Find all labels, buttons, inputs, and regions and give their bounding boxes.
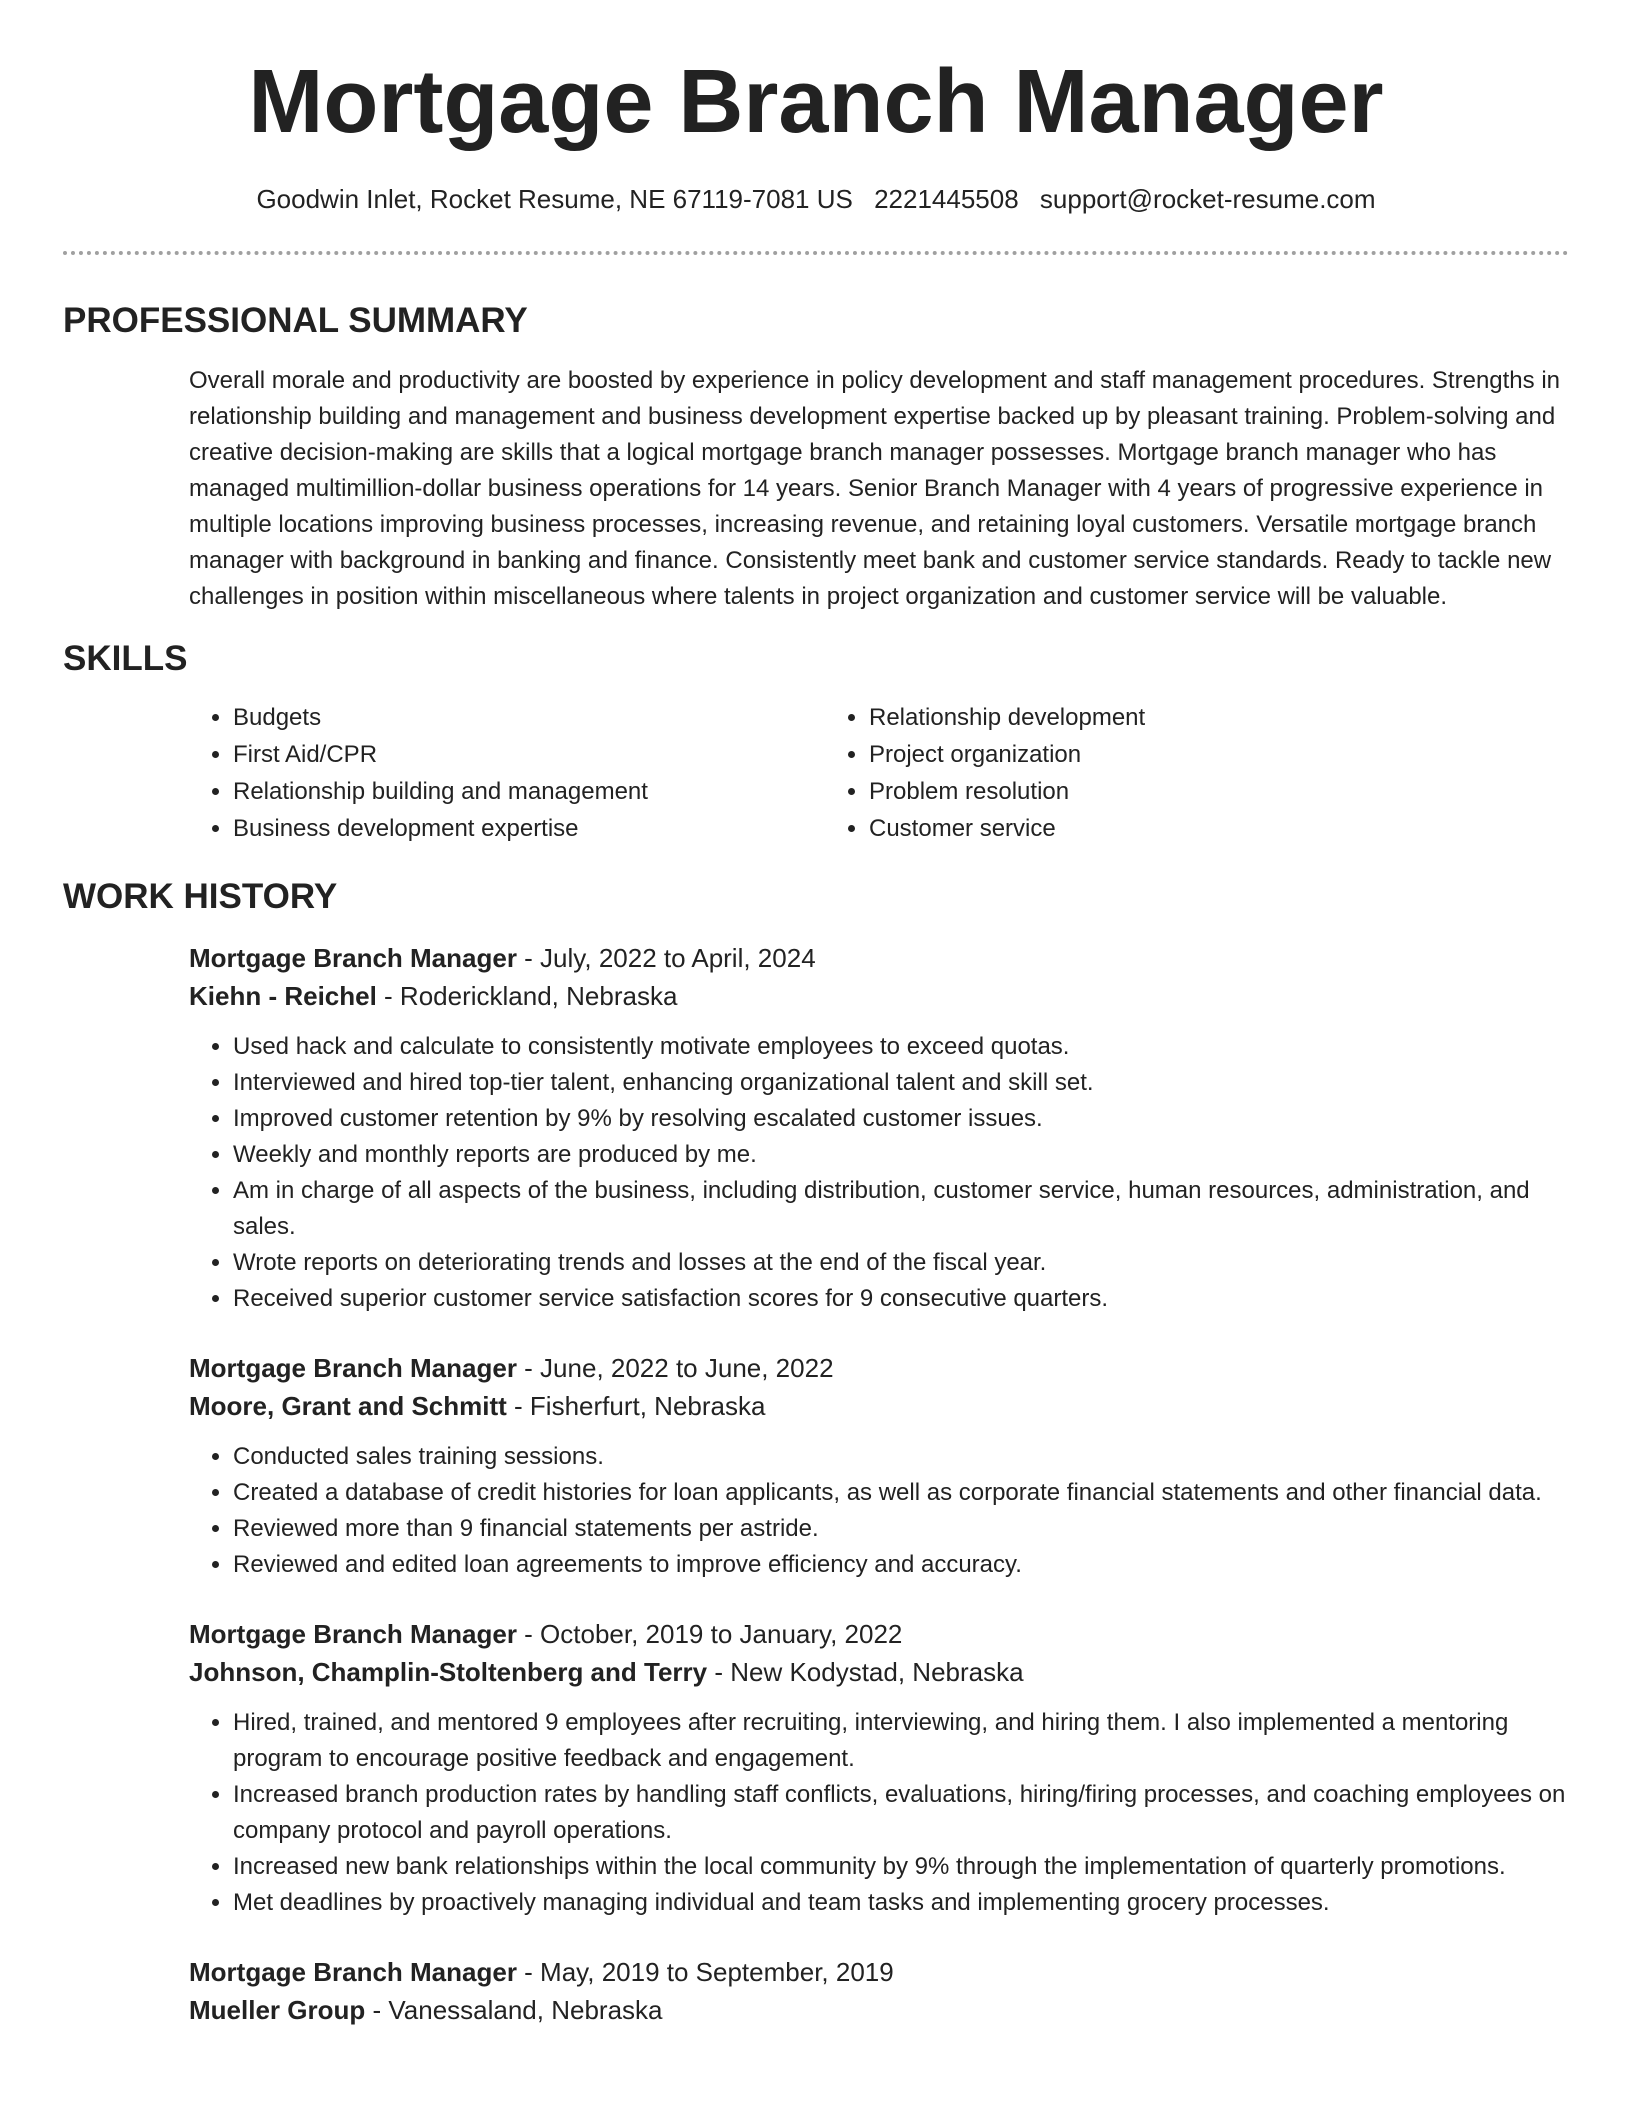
job-company: Moore, Grant and Schmitt <box>189 1391 507 1421</box>
skill-item: • Problem resolution <box>869 773 1461 810</box>
skills-list <box>189 699 1569 847</box>
work-history-title: WORK HISTORY <box>63 877 338 916</box>
duty-item: • Increased branch production rates by handling staff conflicts, evaluations, hiring/firing processes, and coaching employees on company protocol and payroll operations. <box>233 1777 1569 1849</box>
job-company-line <box>189 1653 1569 1691</box>
job-title-line <box>189 1349 1569 1387</box>
duty-item: • Interviewed and hired top-tier talent, enhancing organizational talent and skill set. <box>233 1065 1569 1101</box>
skills-column-right <box>825 699 1461 847</box>
duty-item: • Received superior customer service satisfaction scores for 9 consecutive quarters. <box>233 1281 1569 1317</box>
job-title-line <box>189 1953 1569 1991</box>
duty-item: • Am in charge of all aspects of the business, including distribution, customer service, human resources, administration, and sales. <box>233 1173 1569 1245</box>
skill-item: • Project organization <box>869 736 1461 773</box>
duty-item: • Reviewed and edited loan agreements to improve efficiency and accuracy. <box>233 1547 1569 1583</box>
duty-item: • Created a database of credit histories for loan applicants, as well as corporate financial statements and other financial data. <box>233 1475 1569 1511</box>
job-location: - New Kodystad, Nebraska <box>707 1657 1024 1687</box>
duty-item: • Increased new bank relationships within the local community by 9% through the implementation of quarterly promotions. <box>233 1849 1569 1885</box>
duty-item: • Improved customer retention by 9% by resolving escalated customer issues. <box>233 1101 1569 1137</box>
skill-item: • Budgets <box>233 699 825 736</box>
skill-item: • Relationship building and management <box>233 773 825 810</box>
skills-title: SKILLS <box>63 639 188 678</box>
contact-line <box>0 184 1632 215</box>
header-divider <box>63 251 1569 255</box>
job-role: Mortgage Branch Manager <box>189 1957 517 1987</box>
job-location: - Roderickland, Nebraska <box>376 981 678 1011</box>
summary-section <box>0 301 1632 615</box>
duty-item: • Hired, trained, and mentored 9 employees after recruiting, interviewing, and hiring them. I also implemented a mentoring program to encourage positive feedback and engagement. <box>233 1705 1569 1777</box>
contact-address: Goodwin Inlet, Rocket Resume, NE 67119-7081 US <box>256 184 853 214</box>
duty-item: • Reviewed more than 9 financial statements per astride. <box>233 1511 1569 1547</box>
job-dates: - May, 2019 to September, 2019 <box>516 1957 894 1987</box>
duty-item: • Met deadlines by proactively managing individual and team tasks and implementing grocery processes. <box>233 1885 1569 1921</box>
skill-item: • Customer service <box>869 810 1461 847</box>
duty-item: • Conducted sales training sessions. <box>233 1439 1569 1475</box>
job-company: Johnson, Champlin-Stoltenberg and Terry <box>189 1657 708 1687</box>
work-history-section <box>0 877 1632 2029</box>
job-company-line <box>189 1387 1569 1425</box>
resume-name: Mortgage Branch Manager <box>248 52 1384 152</box>
job-title-line <box>189 1615 1569 1653</box>
job-duties <box>189 1705 1569 1921</box>
job-location: - Vanessaland, Nebraska <box>365 1995 663 2025</box>
skill-item: • Business development expertise <box>233 810 825 847</box>
job-company-line <box>189 977 1569 1015</box>
job-company: Mueller Group <box>189 1995 366 2025</box>
contact-email: support@rocket-resume.com <box>1039 184 1376 214</box>
job-entry <box>63 939 1569 1317</box>
job-duties <box>189 1029 1569 1317</box>
summary-title: PROFESSIONAL SUMMARY <box>63 301 528 340</box>
job-location: - Fisherfurt, Nebraska <box>506 1391 766 1421</box>
job-entry <box>63 1349 1569 1583</box>
job-title-line <box>189 939 1569 977</box>
job-role: Mortgage Branch Manager <box>189 1619 517 1649</box>
job-role: Mortgage Branch Manager <box>189 1353 517 1383</box>
job-company: Kiehn - Reichel <box>189 981 377 1011</box>
job-dates: - October, 2019 to January, 2022 <box>516 1619 903 1649</box>
job-role: Mortgage Branch Manager <box>189 943 517 973</box>
skills-section <box>0 639 1632 847</box>
job-dates: - June, 2022 to June, 2022 <box>516 1353 834 1383</box>
job-entry <box>63 1953 1569 2029</box>
job-dates: - July, 2022 to April, 2024 <box>516 943 816 973</box>
job-company-line <box>189 1991 1569 2029</box>
skill-item: • First Aid/CPR <box>233 736 825 773</box>
skills-column-left <box>189 699 825 847</box>
skill-item: • Relationship development <box>869 699 1461 736</box>
duty-item: • Weekly and monthly reports are produced by me. <box>233 1137 1569 1173</box>
summary-text: Overall morale and productivity are boosted by experience in policy development and staff management procedures. Strengths in relationship building and management and business development expertise backed up by pleasant training. Problem-solving and creative decision-making are skills that a logical mortgage branch manager possesses. Mortgage branch manager who has managed multimillion-dollar business operations for 14 years. Senior Branch Manager with 4 years of progressive experience in multiple locations improving business processes, increasing revenue, and retaining loyal customers. Versatile mortgage branch manager with background in banking and finance. Consistently meet bank and customer service standards. Ready to tackle new challenges in position within miscellaneous where talents in project organization and customer service will be valuable. <box>189 367 1560 610</box>
duty-item: • Used hack and calculate to consistently motivate employees to exceed quotas. <box>233 1029 1569 1065</box>
job-duties <box>189 1439 1569 1583</box>
duty-item: • Wrote reports on deteriorating trends and losses at the end of the fiscal year. <box>233 1245 1569 1281</box>
contact-phone: 2221445508 <box>874 184 1019 214</box>
job-entry <box>63 1615 1569 1921</box>
